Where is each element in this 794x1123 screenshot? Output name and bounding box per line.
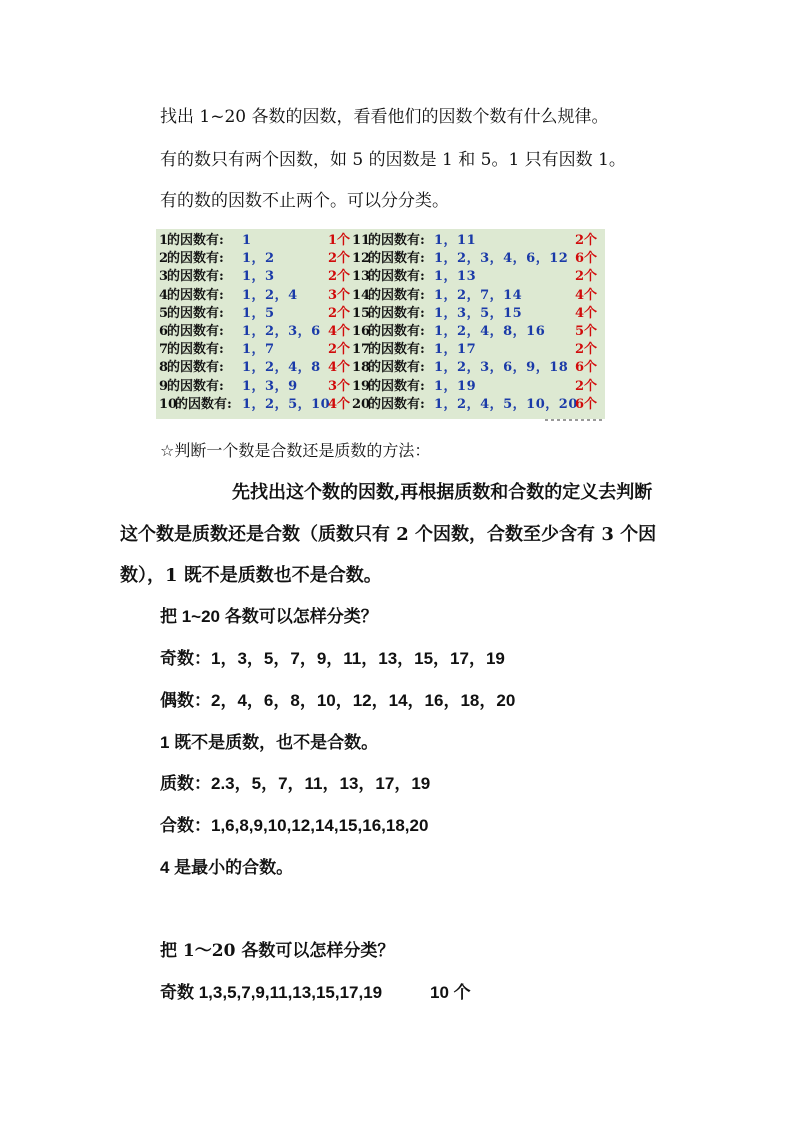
factor-row [156, 267, 605, 286]
factor-row [156, 340, 605, 359]
factor-label-suffix: 的因数有: [368, 269, 425, 285]
factor-count-left: 1个 [328, 233, 351, 248]
factor-row [156, 249, 605, 268]
factor-row [156, 377, 605, 396]
factor-label-suffix: 的因数有: [368, 378, 425, 394]
factor-label-suffix: 的因数有: [368, 342, 425, 358]
factor-count-right: 4个 [575, 305, 598, 321]
factor-label-left: 9 [159, 378, 169, 394]
factor-label-left: 8 [159, 360, 169, 376]
factor-label-left: 6 [159, 324, 169, 339]
factor-count-right: 5个 [575, 324, 598, 339]
factor-count-left: 4个 [328, 360, 351, 376]
factor-label-suffix: 的因数有: [167, 305, 224, 321]
factor-count-left: 2个 [328, 269, 351, 285]
factor-label-suffix: 的因数有: [167, 251, 224, 267]
factor-row [156, 231, 605, 250]
factor-row [156, 286, 605, 305]
factor-label-suffix: 的因数有: [368, 360, 425, 376]
factor-label-left: 1 [159, 233, 169, 248]
factor-list-left: 1，2，4 [242, 287, 298, 303]
factor-label-left: 7 [159, 342, 169, 358]
factor-count-left: 3个 [328, 287, 351, 303]
factor-count-right: 4个 [575, 287, 598, 303]
factor-list-right: 1，13 [434, 269, 477, 285]
factor-label-right: 14 [352, 287, 371, 303]
factor-count-left: 2个 [328, 305, 351, 321]
factor-label-left: 4 [159, 287, 169, 303]
factor-count-right: 6个 [575, 396, 598, 412]
factor-label-suffix: 的因数有: [175, 396, 232, 412]
factor-label-right: 18 [352, 360, 371, 376]
factor-label-suffix: 的因数有: [167, 287, 224, 303]
factor-count-left: 2个 [328, 342, 351, 358]
factor-list-right: 1，2，3，4，6，12 [434, 251, 569, 267]
factor-label-suffix: 的因数有: [368, 396, 425, 412]
factor-list-left: 1，2 [242, 251, 275, 267]
factor-row [156, 358, 605, 377]
classify2-odd-count: 10 个 [430, 983, 471, 1002]
factor-count-right: 2个 [575, 233, 598, 248]
smallest-composite: 4 是最小的合数。 [160, 858, 294, 877]
method-line-2: 这个数是质数还是合数（质数只有 2 个因数，合数至少含有 3 个因 [120, 524, 657, 545]
factor-list-right: 1，2，3，6，9，18 [434, 360, 569, 376]
method-line-1: 先找出这个数的因数,再根据质数和合数的定义去判断 [232, 482, 653, 503]
factor-count-left: 2个 [328, 251, 351, 267]
factor-label-suffix: 的因数有: [167, 360, 224, 376]
factor-list-left: 1，2，4，8 [242, 360, 321, 376]
factor-list-left: 1，7 [242, 342, 275, 358]
factor-count-left: 3个 [328, 378, 351, 394]
factor-list-left: 1，3 [242, 269, 275, 285]
factor-label-suffix: 的因数有: [167, 269, 224, 285]
table-tail-mark [545, 419, 605, 421]
factor-label-right: 20 [352, 396, 371, 412]
factor-list-right: 1，11 [434, 233, 477, 248]
factor-list-right: 1，19 [434, 378, 477, 394]
factor-label-right: 11 [352, 233, 371, 248]
factor-count-left: 4个 [328, 396, 351, 412]
one-neither: 1 既不是质数，也不是合数。 [160, 733, 379, 752]
factor-count-right: 2个 [575, 342, 598, 358]
factor-row [156, 322, 605, 341]
factor-label-right: 12 [352, 251, 371, 267]
factor-label-suffix: 的因数有: [167, 342, 224, 358]
intro-line-1: 找出 1~20 各数的因数，看看他们的因数个数有什么规律。 [160, 107, 609, 127]
factor-label-left: 2 [159, 251, 169, 267]
factor-label-suffix: 的因数有: [368, 287, 425, 303]
factor-label-right: 16 [352, 324, 371, 339]
factor-count-left: 4个 [328, 324, 351, 339]
factor-label-suffix: 的因数有: [368, 251, 425, 267]
factor-label-left: 10 [159, 396, 178, 412]
factor-count-right: 6个 [575, 251, 598, 267]
intro-line-2: 有的数只有两个因数，如 5 的因数是 1 和 5。1 只有因数 1。 [160, 150, 626, 170]
factor-count-right: 2个 [575, 378, 598, 394]
factor-label-right: 19 [352, 378, 371, 394]
factor-label-left: 3 [159, 269, 169, 285]
classify2-odd: 奇数 1,3,5,7,9,11,13,15,17,19 [160, 983, 383, 1002]
factor-list-left: 1，2，5，10 [242, 396, 331, 412]
factor-row [156, 395, 605, 414]
classify2-question: 把 1～20 各数可以怎样分类？ [160, 941, 395, 961]
factor-label-right: 15 [352, 305, 371, 321]
factor-label-suffix: 的因数有: [368, 324, 425, 339]
factor-list-left: 1，3，9 [242, 378, 298, 394]
factor-row [156, 304, 605, 323]
factor-list-right: 1，17 [434, 342, 477, 358]
factor-label-suffix: 的因数有: [368, 305, 425, 321]
factor-label-suffix: 的因数有: [167, 233, 224, 248]
composite-numbers: 合数：1,6,8,9,10,12,14,15,16,18,20 [160, 816, 429, 835]
method-line-3: 数），1 既不是质数也不是合数。 [120, 565, 382, 586]
factor-list-right: 1，3，5，15 [434, 305, 523, 321]
factor-table [156, 229, 605, 419]
method-heading: ☆判断一个数是合数还是质数的方法： [160, 441, 431, 460]
prime-numbers: 质数：2.3，5，7，11，13，17，19 [160, 774, 431, 793]
factor-list-right: 1，2，4，5，10，20 [434, 396, 578, 412]
even-numbers: 偶数：2，4，6，8，10，12，14，16，18，20 [160, 691, 516, 710]
factor-count-right: 2个 [575, 269, 598, 285]
factor-label-right: 17 [352, 342, 371, 358]
factor-list-left: 1，5 [242, 305, 275, 321]
factor-list-right: 1，2，7，14 [434, 287, 523, 303]
factor-list-left: 1，2，3，6 [242, 324, 321, 339]
factor-list-left: 1 [242, 233, 252, 248]
factor-label-left: 5 [159, 305, 169, 321]
factor-label-suffix: 的因数有: [167, 378, 224, 394]
factor-list-right: 1，2，4，8，16 [434, 324, 546, 339]
intro-line-3: 有的数的因数不止两个。可以分分类。 [160, 191, 449, 211]
factor-label-right: 13 [352, 269, 371, 285]
factor-count-right: 6个 [575, 360, 598, 376]
odd-numbers: 奇数：1，3，5，7，9，11，13，15，17，19 [160, 649, 505, 668]
factor-label-suffix: 的因数有: [167, 324, 224, 339]
factor-label-suffix: 的因数有: [368, 233, 425, 248]
classify-question: 把 1~20 各数可以怎样分类？ [160, 607, 378, 626]
